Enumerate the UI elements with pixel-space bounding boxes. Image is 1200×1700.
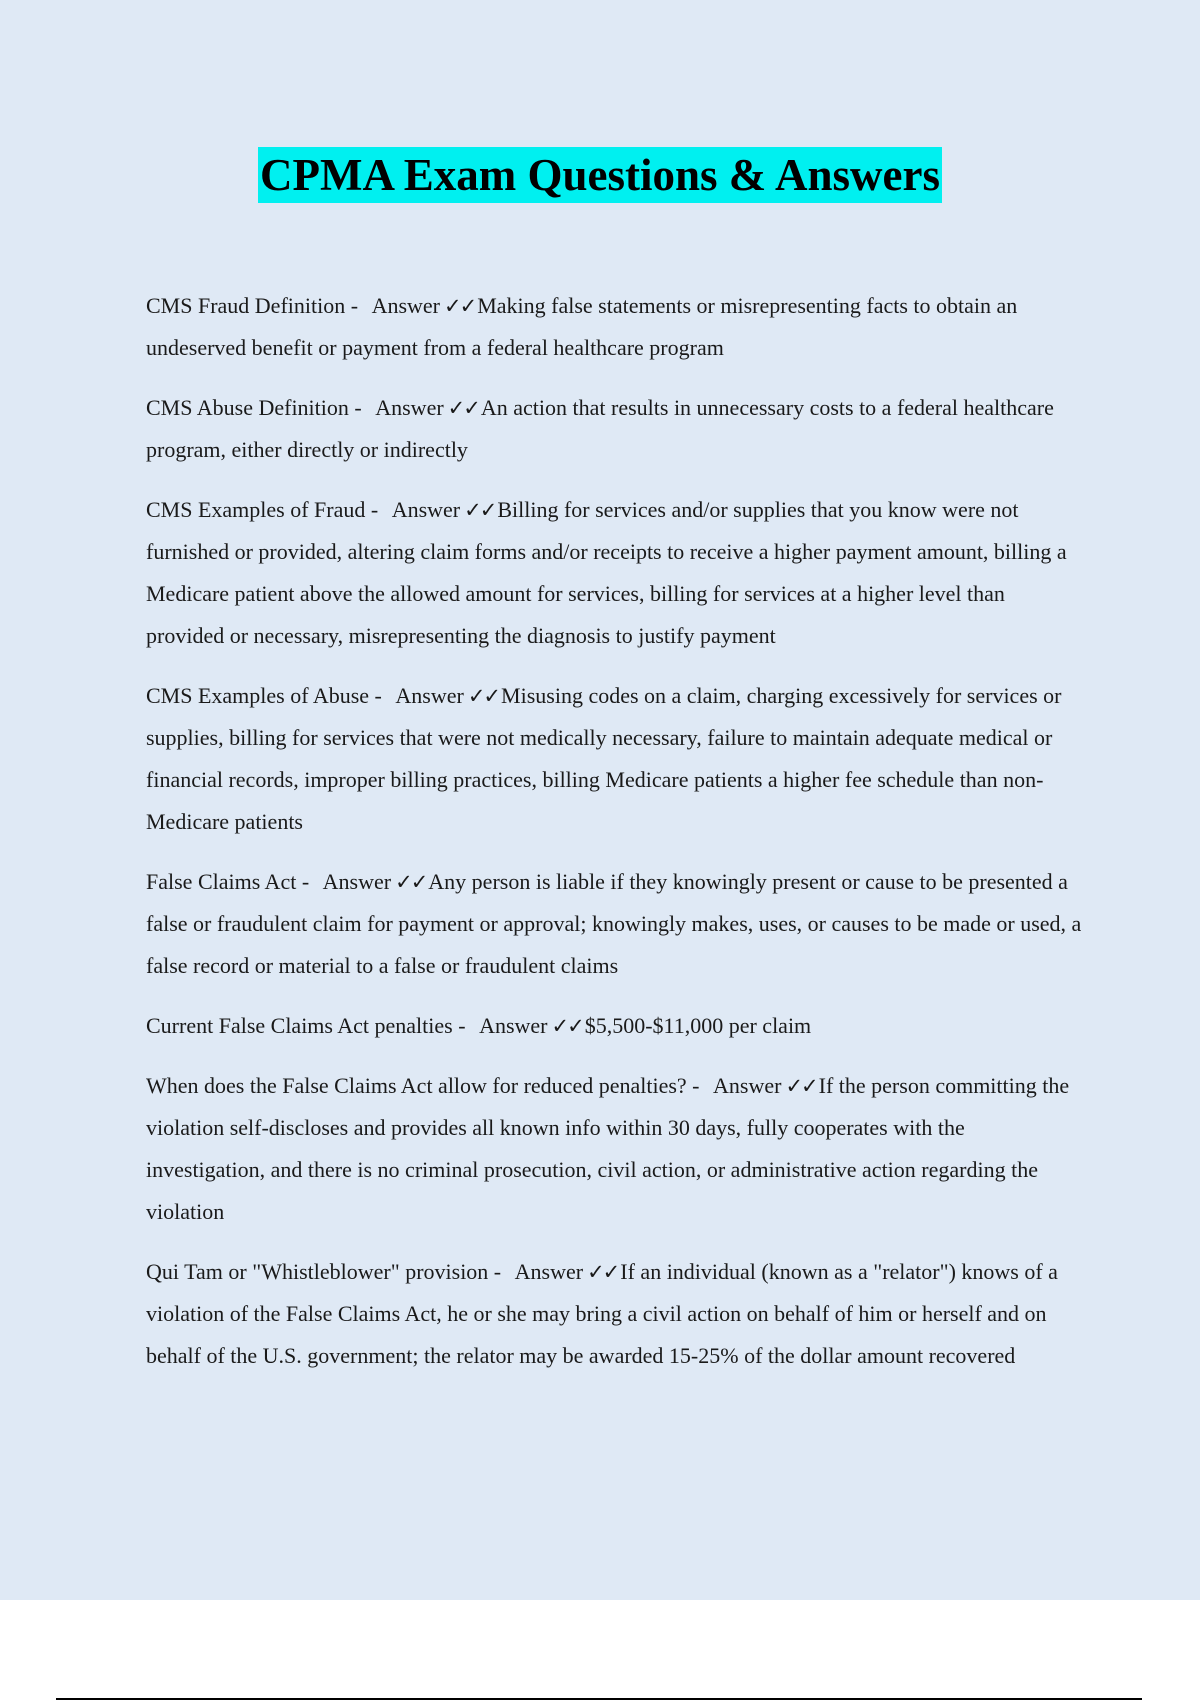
question-text: CMS Examples of Abuse - [146,683,388,708]
double-check-icon: ✓✓ [587,1260,619,1284]
question-text: CMS Examples of Fraud - [146,497,384,522]
qa-item [146,285,1086,369]
title-container [0,147,1200,203]
question-text: Qui Tam or "Whistleblower" provision - [146,1259,507,1284]
answer-label: Answer [514,1259,584,1284]
qa-item [146,1065,1086,1233]
answer-label: Answer [371,293,440,318]
qa-list [146,285,1086,1395]
qa-item [146,1251,1086,1377]
double-check-icon: ✓✓ [447,396,479,420]
page-title: CPMA Exam Questions & Answers [258,147,942,203]
qa-item [146,387,1086,471]
answer-label: Answer [713,1073,782,1098]
qa-item [146,489,1086,657]
question-text: False Claims Act - [146,869,315,894]
answer-label: Answer [375,395,444,420]
answer-text: Making false statements or misrepresenting facts to obtain an undeserved benefit or payment from a federal healthcare program [146,293,1018,360]
answer-text: Misusing codes on a claim, charging excessively for services or supplies, billing for services that were not medically necessary, failure to maintain adequate medical or financial records, improper billing practices, billing Medicare patients a higher fee schedule than non-Medicare patients [146,683,1062,834]
question-text: When does the False Claims Act allow for reduced penalties? - [146,1073,705,1098]
double-check-icon: ✓✓ [444,294,476,318]
question-text: CMS Abuse Definition - [146,395,368,420]
double-check-icon: ✓✓ [464,498,496,522]
question-text: Current False Claims Act penalties - [146,1013,472,1038]
double-check-icon: ✓✓ [551,1014,583,1038]
answer-text: If an individual (known as a "relator") knows of a violation of the False Claims Act, he or she may bring a civil action on behalf of him or herself and on behalf of the U.S. government; the relator may be awarded 15-25% of the dollar amount recovered [146,1259,1058,1368]
answer-label: Answer [479,1013,548,1038]
double-check-icon: ✓✓ [395,870,427,894]
double-check-icon: ✓✓ [467,684,500,708]
qa-item [146,1005,1086,1047]
answer-text: If the person committing the violation self-discloses and provides all known info within 30 days, fully cooperates with the investigation, and there is no criminal prosecution, civil action, or administrative action regarding the violation [146,1073,1070,1224]
answer-text: Any person is liable if they knowingly present or cause to be presented a false or fraudulent claim for payment or approval; knowingly makes, uses, or causes to be made or used, a false record or material to a false or fraudulent claims [146,869,1082,978]
question-text: CMS Fraud Definition - [146,293,364,318]
answer-label: Answer [322,869,392,894]
answer-label: Answer [391,497,461,522]
answer-text: Billing for services and/or supplies that you know were not furnished or provided, altering claim forms and/or receipts to receive a higher payment amount, billing a Medicare patient above the allowed amount for services, billing for services at a higher level than provided or necessary, misrepresenting the diagnosis to justify payment [146,497,1067,648]
answer-text: $5,500-$11,000 per claim [584,1013,812,1038]
answer-label: Answer [395,683,464,708]
qa-item [146,675,1086,843]
double-check-icon: ✓✓ [785,1074,817,1098]
qa-item [146,861,1086,987]
answer-text: An action that results in unnecessary costs to a federal healthcare program, either directly or indirectly [146,395,1054,462]
